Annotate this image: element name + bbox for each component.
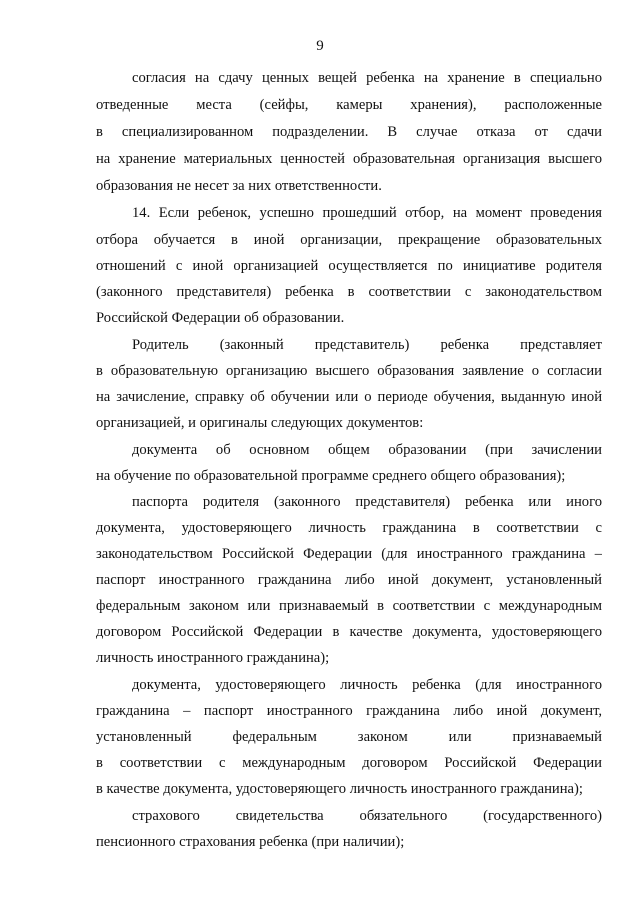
text-line: на хранение материальных ценностей образовательная организация высшего: [96, 151, 602, 167]
text-line: в соответствии с международным договором Российской Федерации: [96, 755, 602, 771]
page-number: 9: [316, 38, 324, 54]
text-line: законодательством Российской Федерации (для иностранного гражданина –: [96, 546, 602, 562]
text-line: паспорт иностранного гражданина либо иной документ, установленный: [96, 572, 602, 588]
text-line: на зачисление, справку об обучении или о периоде обучения, выданную иной: [96, 389, 602, 405]
text-line: Российской Федерации об образовании.: [96, 310, 345, 326]
text-line: пенсионного страхования ребенка (при наличии);: [96, 834, 405, 850]
text-line: установленный федеральным законом или признаваемый: [96, 729, 602, 745]
text-line: на обучение по образовательной программе среднего общего образования);: [96, 468, 566, 484]
text-line: отведенные места (сейфы, камеры хранения), расположенные: [96, 97, 602, 113]
text-line: документа, удостоверяющего личность гражданина в соответствии с: [96, 520, 602, 536]
text-line: отбора обучается в иной организации, прекращение образовательных: [96, 232, 602, 248]
text-line: в специализированном подразделении. В случае отказа от сдачи: [96, 124, 602, 140]
text-line: в образовательную организацию высшего образования заявление о согласии: [96, 363, 602, 379]
text-line: Родитель (законный представитель) ребенка представляет: [132, 337, 602, 353]
text-line: в качестве документа, удостоверяющего личность иностранного гражданина);: [96, 781, 583, 797]
text-line: организацией, и оригиналы следующих документов:: [96, 415, 424, 431]
text-line: страхового свидетельства обязательного (государственного): [132, 808, 602, 824]
text-line: федеральным законом или признаваемый в соответствии с международным: [96, 598, 602, 614]
text-line: (законного представителя) ребенка в соответствии с законодательством: [96, 284, 602, 300]
text-line: личность иностранного гражданина);: [96, 650, 330, 666]
text-line: образования не несет за них ответственности.: [96, 178, 382, 194]
text-line: договором Российской Федерации в качестве документа, удостоверяющего: [96, 624, 602, 640]
text-line: документа, удостоверяющего личность ребенка (для иностранного: [132, 677, 602, 693]
text-line: гражданина – паспорт иностранного гражданина либо иной документ,: [96, 703, 602, 719]
text-line: паспорта родителя (законного представителя) ребенка или иного: [132, 494, 602, 510]
text-line: согласия на сдачу ценных вещей ребенка на хранение в специально: [132, 70, 602, 86]
text-line: отношений с иной организацией осуществляется по инициативе родителя: [96, 258, 602, 274]
text-line: документа об основном общем образовании (при зачислении: [132, 442, 602, 458]
text-line: 14. Если ребенок, успешно прошедший отбор, на момент проведения: [132, 205, 602, 221]
